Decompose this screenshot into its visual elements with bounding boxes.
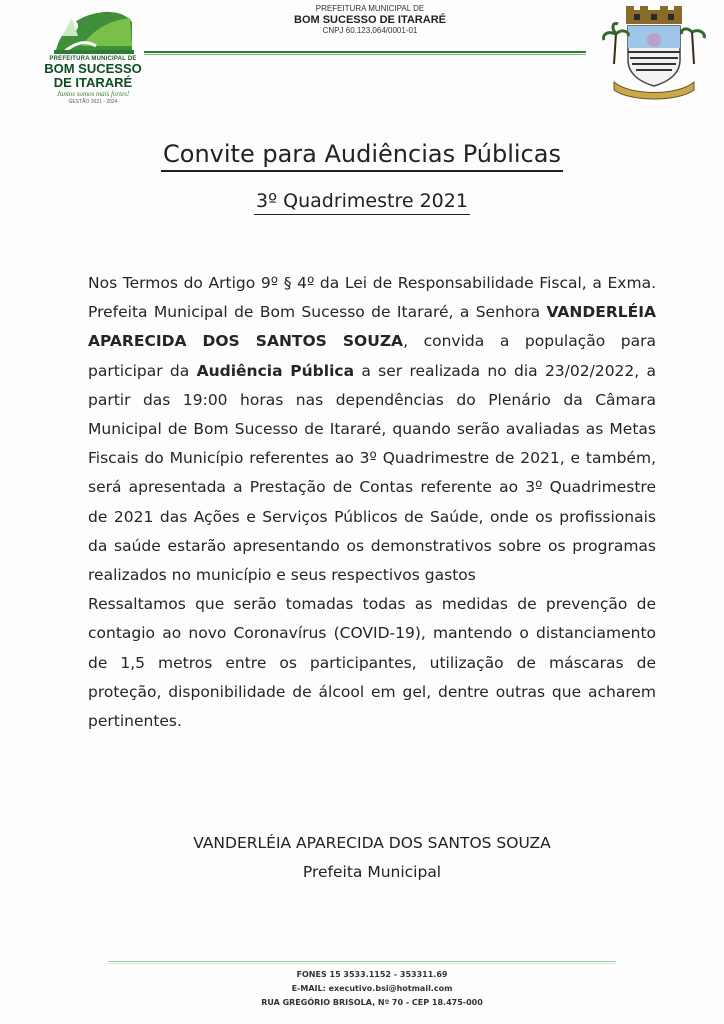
paragraph-covid-measures: Ressaltamos que serão tomadas todas as medidas de prevenção de contagio ao novo Coronavírus (COVID-19), mantendo o distanciamento de 1,5 metros entre os participantes, utilização de máscaras de proteção, disponibilidade de álcool em gel, dentre outras que acharem pertinentes.: [88, 595, 656, 731]
footer-contact: [0, 968, 724, 1010]
paragraph-invitation: [88, 269, 656, 590]
event-name-inline: Audiência Pública: [196, 361, 355, 380]
header-divider-light: [144, 54, 586, 55]
document-subtitle-text: 3º Quadrimestre 2021: [254, 190, 470, 215]
footer-phones: FONES 15 3533.1152 - 353311.69: [296, 970, 448, 979]
municipal-logo: [38, 6, 148, 106]
letterhead: [250, 4, 490, 36]
p1-text-a: Nos Termos do Artigo 9º § 4º da Lei de Responsabilidade Fiscal, a Exma. Prefeita Municipal de Bom Sucesso de Itararé, a Senhora: [88, 274, 656, 322]
document-title-text: Convite para Audiências Públicas: [161, 140, 563, 172]
document-title: [0, 140, 724, 168]
signature-name: VANDERLÉIA APARECIDA DOS SANTOS SOUZA: [193, 834, 551, 852]
logo-term: GESTÃO 2021 - 2024: [68, 99, 118, 105]
document-subtitle: [0, 190, 724, 212]
letterhead-cnpj: CNPJ 60.123.064/0001-01: [322, 26, 418, 35]
logo-name-line1: BOM SUCESSO: [44, 61, 142, 76]
header-divider: [144, 51, 586, 53]
logo-slogan: Juntos somos mais fortes!: [56, 90, 130, 98]
letterhead-org-line2: BOM SUCESSO DE ITARARÉ: [294, 14, 446, 26]
footer-divider-light: [108, 963, 616, 964]
p1-text-c: a ser realizada no dia 23/02/2022, a partir das 19:00 horas nas dependências do Plenário da Câmara Municipal de Bom Sucesso de Itararé, quando serão avaliadas as Metas Fiscais do Município referentes ao 3º Quadrimestre de 2021, e também, será apresentada a Prestação de Contas referente ao 3º Quadrimestre de 2021 das Ações e Serviços Públicos de Saúde, onde os profissionais da saúde estarão apresentando os demonstrativos sobre os programas realizados no município e seus respectivos gastos: [88, 361, 657, 585]
footer-address: RUA GREGÓRIO BRISOLA, Nº 70 - CEP 18.475-000: [261, 998, 483, 1007]
letterhead-org-line1: PREFEITURA MUNICIPAL DE: [315, 4, 425, 13]
landscape-logo-icon: [52, 6, 134, 58]
signature-role: Prefeita Municipal: [302, 863, 442, 881]
p1-text-b: , convida a população para participar da: [88, 332, 657, 380]
coat-of-arms-icon: [600, 4, 708, 100]
logo-name-line2: DE ITARARÉ: [53, 75, 133, 90]
logo-small-label: PREFEITURA MUNICIPAL DE: [49, 56, 137, 62]
mayor-name-inline: VANDERLÉIA APARECIDA DOS SANTOS SOUZA: [88, 303, 656, 351]
footer-divider: [108, 961, 616, 962]
document-body: [88, 269, 656, 736]
footer-email: E-MAIL: executivo.bsi@hotmail.com: [291, 984, 453, 993]
